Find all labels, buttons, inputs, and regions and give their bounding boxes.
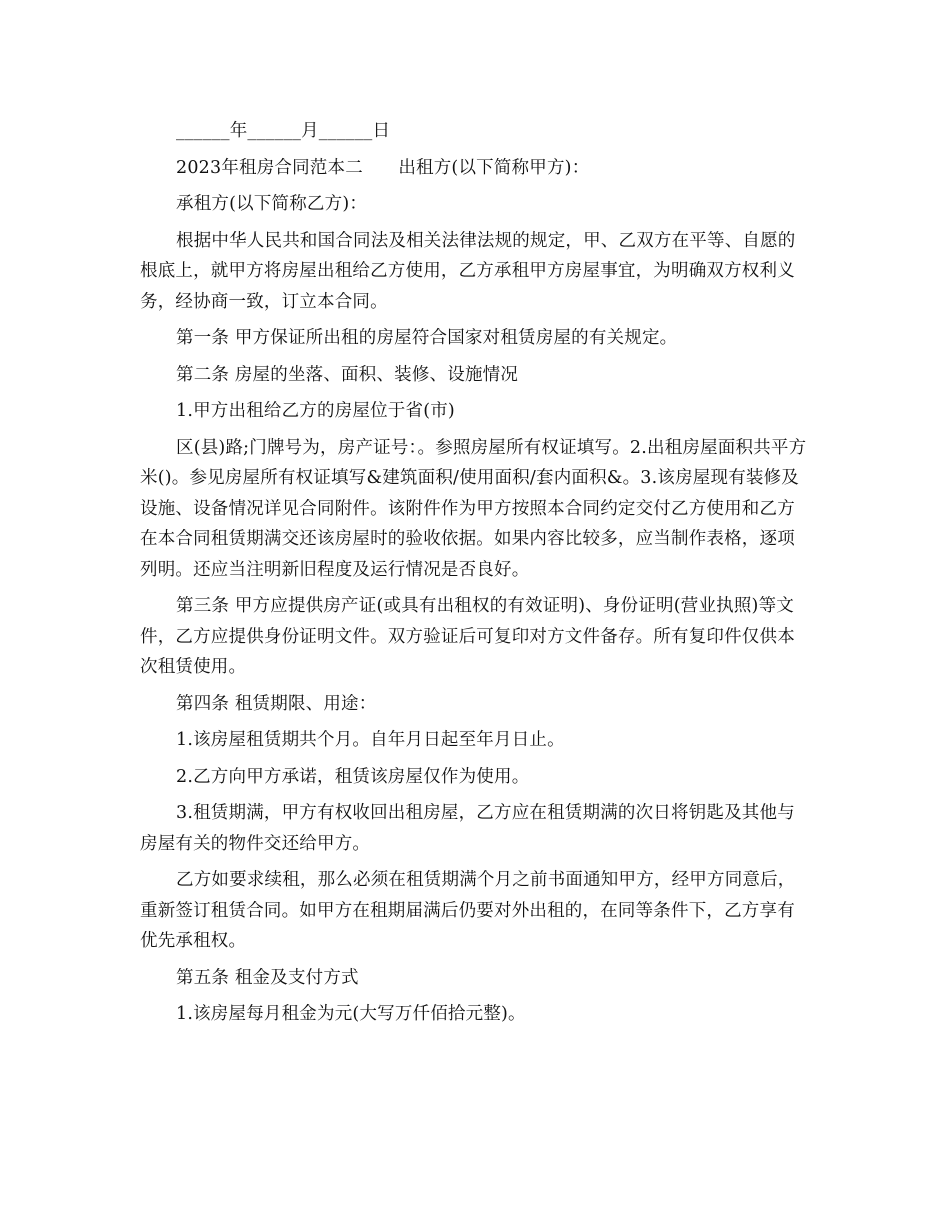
article-4-item-3: 3.租赁期满，甲方有权收回出租房屋，乙方应在租赁期满的次日将钥匙及其他与房屋有关的物件交还给甲方。 — [140, 803, 795, 854]
renewal-paragraph: 乙方如要求续租，那么必须在租赁期满个月之前书面通知甲方，经甲方同意后，重新签订租赁合同。如甲方在租期届满后仍要对外出租的，在同等条件下，乙方享有优先承租权。 — [140, 870, 796, 951]
article-2-item-1: 1.甲方出租给乙方的房屋位于省(市) — [176, 401, 455, 421]
preamble-paragraph: 根据中华人民共和国合同法及相关法律法规的规定，甲、乙双方在平等、自愿的根底上，就甲方将房屋出租给乙方使用，乙方承租甲方房屋事宜，为明确双方权利义务，经协商一致，订立本合同。 — [140, 230, 796, 312]
contract-title-lessor: 2023年租房合同范本二 出租方(以下简称甲方)： — [176, 157, 590, 178]
article-3: 第三条 甲方应提供房产证(或具有出租权的有效证明)、身份证明(营业执照)等文件，乙方应提供身份证明文件。双方验证后可复印对方文件备存。所有复印件仅供本次租赁使用。 — [140, 596, 795, 677]
lessee-line: 承租方(以下简称乙方)： — [176, 194, 368, 214]
article-5-heading: 第五条 租金及支付方式 — [176, 967, 359, 988]
article-4-item-2: 2.乙方向甲方承诺，租赁该房屋仅作为使用。 — [176, 766, 530, 787]
date-line: ______年______月______日 — [176, 121, 391, 141]
article-4-item-1: 1.该房屋租赁期共个月。自年月日起至年月日止。 — [176, 730, 565, 750]
article-5-item-1: 1.该房屋每月租金为元(大写万仟佰拾元整)。 — [176, 1004, 526, 1024]
article-4-heading: 第四条 租赁期限、用途： — [176, 693, 377, 714]
article-2-details: 区(县)路;门牌号为，房产证号：。参照房屋所有权证填写。2.出租房屋面积共平方米()。参见房屋所有权证填写&建筑面积/使用面积/套内面积&。3.该房屋现有装修及设施、设备情况详见合同附件。该附件作为甲方按照本合同约定交付乙方使用和乙方在本合同租赁期满交还该房屋时的验收依据。如果内容比较多，应当制作表格，逐项列明。还应当注明新旧程度及运行情况是否良好。 — [140, 437, 807, 580]
article-2-heading: 第二条 房屋的坐落、面积、装修、设施情况 — [176, 364, 519, 385]
article-1: 第一条 甲方保证所出租的房屋符合国家对租赁房屋的有关规定。 — [176, 328, 678, 348]
document-body — [140, 116, 812, 1036]
